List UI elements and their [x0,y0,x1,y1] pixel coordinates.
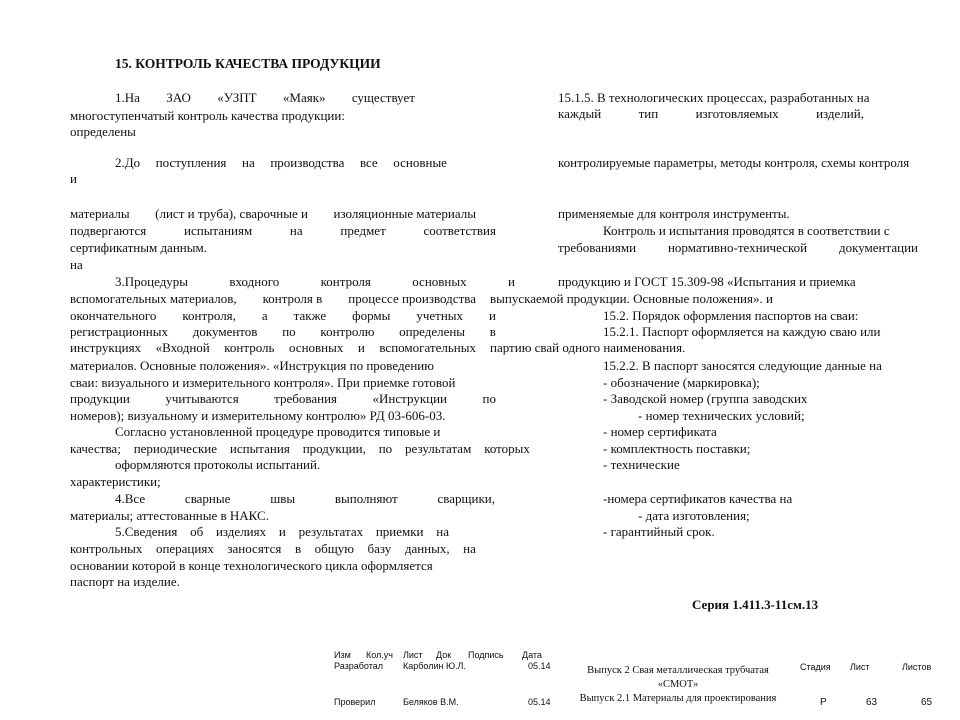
stamp-title-line2: «СМОТ» [657,679,699,690]
word: результатам [405,441,472,456]
word: изготовляемых [695,106,779,121]
right-line-5 [558,240,918,256]
right-line-2: контролируемые параметры, методы контроля, схемы контроля [558,155,910,170]
word: качества; [70,441,121,456]
left-line-12 [70,324,496,340]
word: «Маяк» [282,90,326,105]
word: все [359,155,378,170]
stamp-header-date: Дата [522,650,542,660]
stamp-name-checked: Беляков В.М. [403,697,459,707]
word: каждый [558,106,602,121]
right-line-16: - комплектность поставки; [603,441,751,456]
word: документации [838,240,918,255]
word: процессе производства [348,291,476,306]
left-line-27: паспорт на изделие. [70,574,180,589]
word: определены [399,324,466,339]
word: 4.Все [115,491,146,506]
word: контрольных [70,541,143,556]
word: изделий, [816,106,864,121]
left-line-18: Согласно установленной процедуре проводится типовые и [115,424,441,439]
left-line-9 [115,274,515,290]
word: 5.Сведения [115,524,178,539]
word: «Инструкции [372,391,448,406]
left-line-24 [115,524,449,540]
word: (лист и труба), сварочные и [155,206,308,221]
stamp-sheets-value: 65 [921,697,933,708]
word: изоляционные материалы [333,206,476,221]
stamp-sheets-label: Листов [902,662,932,672]
stamp-header-doc: Док [436,650,452,660]
right-line-10: партию свай одного наименования. [490,340,686,355]
right-line-18: -номера сертификатов качества на [603,491,793,506]
word: основных [288,340,344,355]
word: заносятся [227,541,282,556]
word: контролю [320,324,375,339]
word: данных, [404,541,450,556]
right-line-8: 15.2. Порядок оформления паспортов на сваи: [603,308,859,323]
word: испытаниям [184,223,253,238]
word: выполняют [334,491,398,506]
word: «Входной [155,340,210,355]
word: контроля [320,274,371,289]
right-line-15: - номер сертификата [603,424,717,439]
word: вспомогательных материалов, [70,291,237,306]
left-line-3 [115,155,447,171]
word: изделиях [215,524,267,539]
stamp-header-sign: Подпись [468,650,504,660]
right-line-20: - гарантийный срок. [603,524,715,539]
word: требованиями [558,240,637,255]
stamp-header-kol: Кол.уч [366,650,393,660]
stamp-sheet-label: Лист [850,662,870,672]
word: учетных [416,308,464,323]
word: существует [351,90,415,105]
word: сварщики, [437,491,495,506]
word: контроля, [182,308,236,323]
left-line-16 [70,391,496,407]
word: по [378,441,393,456]
stamp-date-developed: 05.14 [528,661,551,671]
left-line-0 [115,90,415,106]
word: операциях [155,541,214,556]
word: требования [274,391,338,406]
word: которых [484,441,530,456]
word: и [357,340,365,355]
word: материалы [70,206,130,221]
word: и [489,308,496,323]
right-line-1 [558,106,864,122]
word: на [436,524,449,539]
left-line-26: основании которой в конце технологического цикла оформляется [70,558,433,573]
word: приемки [375,524,424,539]
word: тип [638,106,659,121]
word: по [482,391,496,406]
word: инструкциях [70,340,142,355]
right-line-9: 15.2.1. Паспорт оформляется на каждую сваю или [603,324,881,339]
stamp-stage-value: Р [820,697,827,708]
word: на [241,155,255,170]
word: в [489,324,496,339]
left-line-2: определены [70,124,136,139]
word: 2.До [115,155,141,170]
section-title: 15. КОНТРОЛЬ КАЧЕСТВА ПРОДУКЦИИ [115,56,381,71]
word: регистрационных [70,324,169,339]
left-line-14: материалов. Основные положения». «Инструкция по проведению [70,358,434,373]
stamp-role-developed: Разработал [334,661,383,671]
right-line-17: - технические [603,457,680,472]
word: основные [393,155,447,170]
word: «УЗПТ [217,90,257,105]
word: поступления [155,155,227,170]
series-number: Серия 1.411.3-11см.13 [692,597,819,612]
word: входного [229,274,280,289]
stamp-header-izm: Изм [334,650,351,660]
stamp-stage-label: Стадия [800,662,831,672]
left-line-8: на [70,257,83,272]
left-line-11 [70,308,496,324]
word: сварные [184,491,231,506]
word: и [507,274,515,289]
left-line-5 [70,206,476,222]
right-line-14: - номер технических условий; [638,408,805,423]
word: контроля в [262,291,323,306]
word: швы [270,491,296,506]
right-line-6: продукцию и ГОСТ 15.309-98 «Испытания и приемка [558,274,856,289]
word: продукции [70,391,130,406]
word: предмет [340,223,386,238]
stamp-date-checked: 05.14 [528,697,551,707]
stamp-title-line1: Выпуск 2 Свая металлическая трубчатая [587,665,769,676]
word: испытания [229,441,290,456]
stamp-name-developed: Карболин Ю.Л. [403,661,466,671]
word: об [190,524,204,539]
right-line-4: Контроль и испытания проводятся в соответствии с [603,223,890,238]
word: окончательного [70,308,157,323]
left-line-6 [70,223,496,239]
word: и [278,524,286,539]
word: общую [314,541,354,556]
right-line-0: 15.1.5. В технологических процессах, разработанных на [558,90,870,105]
word: на [289,223,303,238]
word: подвергаются [70,223,147,238]
left-line-25 [70,541,476,557]
word: продукции, [302,441,366,456]
left-line-17: номеров); визуальному и измерительному контролю» РД 03-606-03. [70,408,446,423]
word: производства [270,155,345,170]
right-line-13: - Заводской номер (группа заводских [603,391,808,406]
word: по [282,324,296,339]
left-line-22 [115,491,495,507]
word: базу [367,541,392,556]
stamp-title-line3: Выпуск 2.1 Материалы для проектирования [579,693,777,704]
word: в [294,541,302,556]
word: ЗАО [166,90,191,105]
stamp-sheet-value: 63 [866,697,878,708]
stamp-header-list: Лист [403,650,423,660]
right-line-11: 15.2.2. В паспорт заносятся следующие данные на [603,358,882,373]
left-line-4: и [70,171,77,186]
word: учитываются [165,391,239,406]
word: формы [352,308,391,323]
word: контроль [224,340,275,355]
right-line-3: применяемые для контроля инструменты. [558,206,790,221]
word: 1.На [115,90,140,105]
stamp-role-checked: Проверил [334,697,376,707]
word: документов [192,324,258,339]
right-line-12: - обозначение (маркировка); [603,375,760,390]
word: а [261,308,268,323]
word: соответствия [423,223,496,238]
word: основных [412,274,467,289]
word: 3.Процедуры [115,274,189,289]
right-line-7: выпускаемой продукции. Основные положения». и [490,291,773,306]
word: на [463,541,476,556]
left-line-21: характеристики; [70,474,161,489]
left-line-7: сертификатным данным. [70,240,207,255]
word: нормативно-технической [667,240,808,255]
left-line-20: оформляются протоколы испытаний. [115,457,321,472]
word: периодические [133,441,218,456]
left-line-15: сваи: визуального и измерительного контроля». При приемке готовой [70,375,456,390]
left-line-13 [70,340,476,356]
left-line-1: многоступенчатый контроль качества продукции: [70,108,345,123]
left-line-23: материалы; аттестованные в НАКС. [70,508,269,523]
left-line-10 [70,291,476,307]
left-line-19 [70,441,530,457]
word: результатах [298,524,364,539]
word: вспомогательных [379,340,476,355]
word: также [293,308,327,323]
right-line-19: - дата изготовления; [638,508,750,523]
